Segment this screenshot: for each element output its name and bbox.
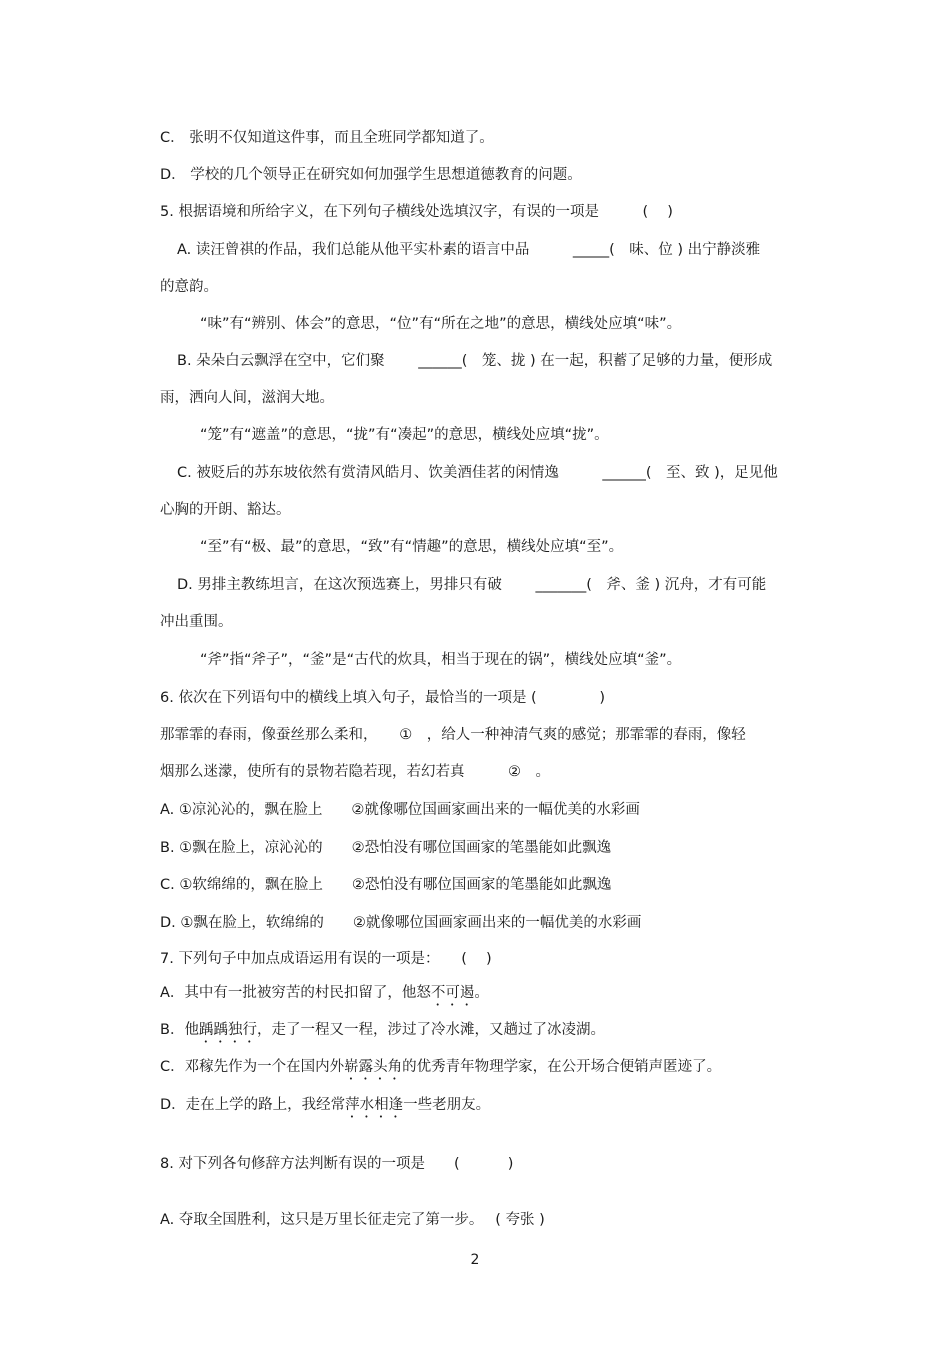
q7-option-d — [160, 1095, 490, 1121]
q7-d-end: 一些老朋友。 — [403, 1097, 491, 1113]
q8-option-a: A. 夺取全国胜利，这只是万里长征走完了第一步。 ( 夸张 ) — [160, 1212, 545, 1228]
q5-option-d: D. 男排主教练坦言，在这次预选赛上，男排只有破 _______( 斧、釜 ) 沉舟，才有可能 — [177, 577, 767, 593]
q7-d-idiom: 萍水相逢 — [345, 1097, 404, 1113]
page-number: 2 — [470, 1252, 480, 1268]
q7-option-a — [160, 983, 489, 1009]
q6-option-d: D. ①飘在脸上，软绵绵的 ②就像哪位国画家画出来的一幅优美的水彩画 — [160, 915, 642, 931]
q7-d-text: D．走在上学的路上，我经常 — [160, 1097, 346, 1113]
q7-option-c — [160, 1057, 721, 1083]
q7-b-text: B．他 — [160, 1022, 199, 1038]
q7-a-end: 。 — [474, 985, 489, 1001]
q5-option-a: A. 读汪曾祺的作品，我们总能从他平实朴素的语言中品 _____( 味、位 ) 出宁静淡雅 — [177, 242, 761, 258]
q7-c-idiom: 崭露头角 — [344, 1059, 403, 1075]
q5-option-c-note: “至”有“极、最”的意思，“致”有“情趣”的意思，横线处应填“至”。 — [200, 539, 624, 555]
q5-option-d-note: “斧”指“斧子”，“釜”是“古代的炊具，相当于现在的锅”，横线处应填“釜”。 — [200, 652, 682, 668]
q5-option-b: B. 朵朵白云飘浮在空中，它们聚 ______( 笼、拢 ) 在一起，积蓄了足够的力量，便形成 — [177, 353, 773, 369]
q6-option-b: B. ①飘在脸上，凉沁沁的 ②恐怕没有哪位国画家的笔墨能如此飘逸 — [160, 840, 612, 856]
q5-option-a-note: “味”有“辨别、体会”的意思，“位”有“所在之地”的意思，横线处应填“味”。 — [200, 316, 682, 332]
q7-b-end: ，走了一程又一程，涉过了冷水滩，又趟过了冰凌湖。 — [256, 1022, 605, 1038]
q5-option-b-cont: 雨，洒向人间，滋润大地。 — [160, 390, 334, 406]
option-d-line: D． 学校的几个领导正在研究如何加强学生思想道德教育的问题。 — [160, 167, 582, 183]
question-6-stem: 6. 依次在下列语句中的横线上填入句子，最恰当的一项是 ( ) — [160, 690, 605, 706]
q6-option-c: C. ①软绵绵的，飘在脸上 ②恐怕没有哪位国画家的笔墨能如此飘逸 — [160, 877, 612, 893]
q6-passage-1: 那霏霏的春雨，像蚕丝那么柔和， ① ，给人一种神清气爽的感觉；那霏霏的春雨，像轻 — [160, 727, 746, 743]
question-8-stem: 8. 对下列各句修辞方法判断有误的一项是 ( ) — [160, 1156, 514, 1172]
q5-option-d-cont: 冲出重围。 — [160, 614, 233, 630]
q5-option-a-cont: 的意韵。 — [160, 279, 218, 295]
question-5-stem: 5. 根据语境和所给字义，在下列句子横线处选填汉字，有误的一项是 ( ) — [160, 204, 673, 220]
q5-option-b-note: “笼”有“遮盖”的意思，“拢”有“凑起”的意思，横线处应填“拢”。 — [200, 427, 609, 443]
q5-option-c: C. 被贬后的苏东坡依然有赏清风皓月、饮美酒佳茗的闲情逸 ______( 至、致 )，足见他 — [177, 465, 778, 481]
q7-c-text: C．邓稼先作为一个在国内外 — [160, 1059, 345, 1075]
q6-option-a: A. ①凉沁沁的，飘在脸上 ②就像哪位国画家画出来的一幅优美的水彩画 — [160, 802, 640, 818]
q7-b-idiom: 踽踽独行 — [198, 1022, 257, 1038]
option-c-line: C． 张明不仅知道这件事，而且全班同学都知道了。 — [160, 130, 494, 146]
q6-passage-2: 烟那么迷濛，使所有的景物若隐若现，若幻若真 ② 。 — [160, 764, 550, 780]
q7-a-text: A．其中有一批被穷苦的村民扣留了，他怒 — [160, 985, 431, 1001]
q7-c-end: 的优秀青年物理学家，在公开场合便销声匿迹了。 — [402, 1059, 722, 1075]
q5-option-c-cont: 心胸的开朗、豁达。 — [160, 502, 291, 518]
q7-option-b — [160, 1020, 605, 1046]
question-7-stem: 7. 下列句子中加点成语运用有误的一项是： ( ) — [160, 951, 492, 967]
q7-a-idiom: 不可遏 — [430, 985, 475, 1001]
